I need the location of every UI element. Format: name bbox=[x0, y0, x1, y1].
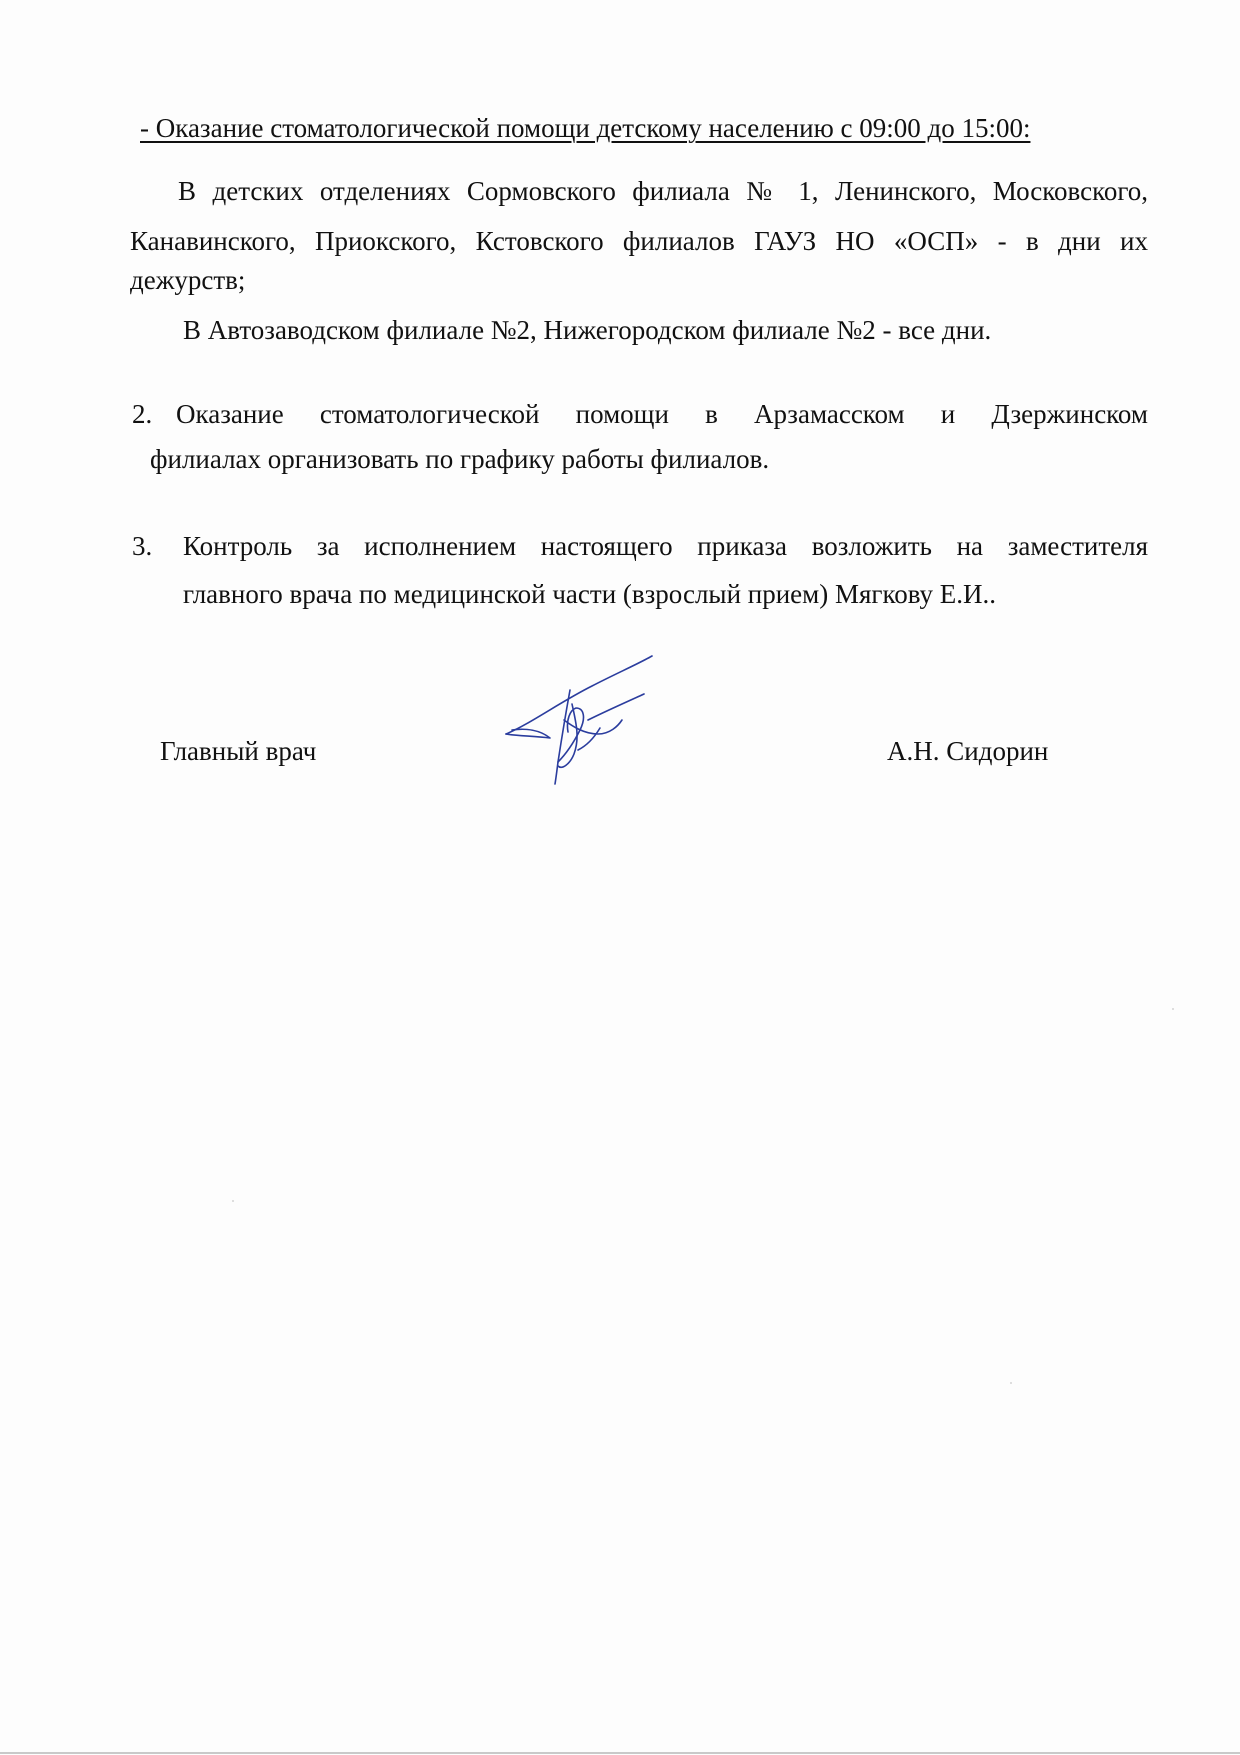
scan-speck bbox=[232, 1200, 234, 1202]
item-2-line-2: филиалах организовать по графику работы филиалов. bbox=[150, 444, 770, 474]
item-2-number: 2. bbox=[132, 399, 153, 429]
item-3-line-2: главного врача по медицинской части (взрослый прием) Мягкову Е.И.. bbox=[183, 579, 997, 609]
signer-name: А.Н. Сидорин bbox=[887, 736, 1049, 766]
page-bottom-edge bbox=[0, 1752, 1240, 1754]
children-departments-line-1: В детских отделениях Сормовского филиала № 1, Ленинского, Московского, bbox=[178, 176, 1148, 206]
scan-speck bbox=[1172, 1008, 1174, 1010]
item-3-number: 3. bbox=[132, 531, 153, 561]
avtozavodsky-paragraph: В Автозаводском филиале №2, Нижегородском филиале №2 - все дни. bbox=[183, 315, 992, 345]
children-departments-line-2: Канавинского, Приокского, Кстовского филиалов ГАУЗ НО «ОСП» - в дни их bbox=[130, 226, 1148, 256]
item-3-line-1: Контроль за исполнением настоящего приказа возложить на заместителя bbox=[183, 531, 1148, 561]
children-departments-line-3: дежурств; bbox=[130, 265, 246, 295]
scan-speck bbox=[1010, 1382, 1012, 1384]
handwritten-signature-icon bbox=[500, 650, 670, 790]
children-dental-care-heading: - Оказание стоматологической помощи детскому населению с 09:00 до 15:00: bbox=[140, 113, 1031, 143]
item-2-line-1: Оказание стоматологической помощи в Арзамасском и Дзержинском bbox=[176, 399, 1148, 429]
position-title: Главный врач bbox=[160, 736, 317, 766]
